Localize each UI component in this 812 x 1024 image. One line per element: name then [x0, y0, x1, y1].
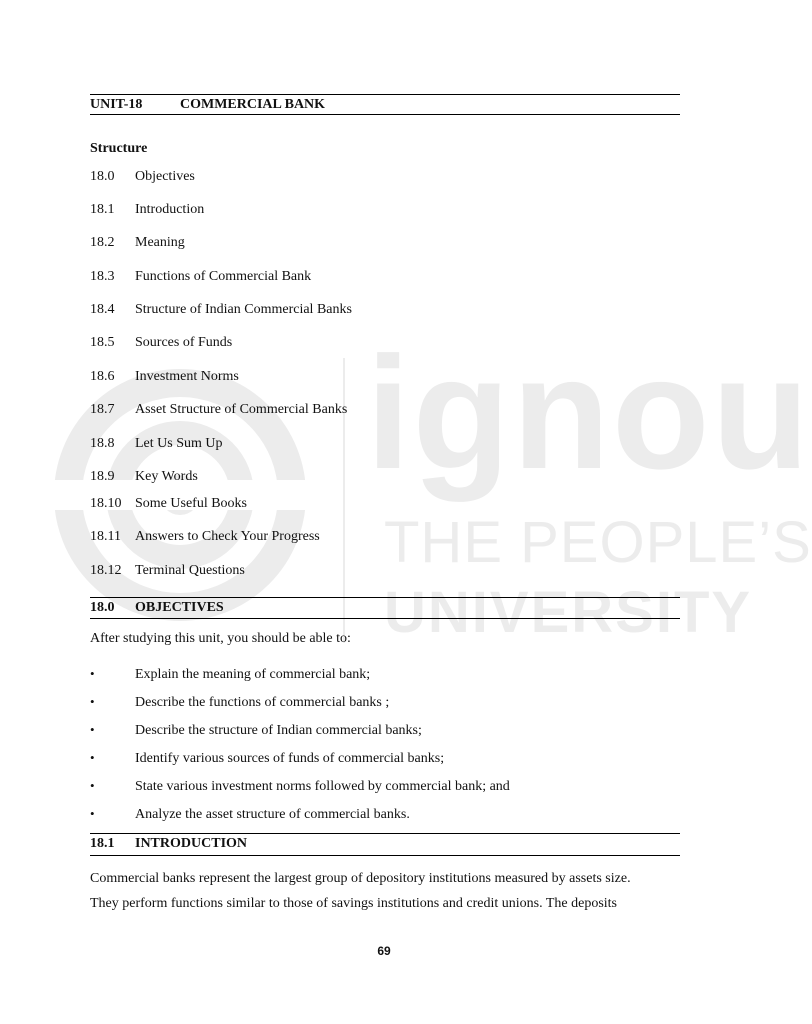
toc-number: 18.0: [90, 169, 115, 184]
section-title: OBJECTIVES: [135, 600, 224, 615]
toc-number: 18.10: [90, 496, 122, 511]
watermark-tagline: THE PEOPLE’S: [384, 510, 812, 575]
toc-item: [90, 401, 347, 419]
toc-item: [90, 528, 320, 546]
toc-number: 18.9: [90, 469, 115, 484]
watermark-word: ignou: [366, 323, 812, 502]
toc-number: 18.2: [90, 235, 115, 250]
toc-label: Terminal Questions: [135, 563, 245, 578]
toc-label: Investment Norms: [135, 369, 239, 384]
objective-item: [90, 749, 444, 768]
toc-item: [90, 234, 185, 252]
unit-title: COMMERCIAL BANK: [180, 97, 326, 112]
toc-number: 18.7: [90, 402, 115, 417]
toc-number: 18.8: [90, 436, 115, 451]
toc-item: [90, 368, 239, 386]
objective-text: Describe the functions of commercial banks ;: [135, 695, 390, 710]
page-number: 69: [377, 944, 391, 958]
objective-item: [90, 721, 422, 740]
bullet-icon: •: [90, 694, 95, 709]
toc-label: Sources of Funds: [135, 335, 233, 350]
toc-item: [90, 168, 195, 186]
introduction-line: They perform functions similar to those of savings institutions and credit unions. The deposits: [90, 896, 618, 911]
toc-label: Let Us Sum Up: [135, 436, 223, 451]
toc-item: [90, 468, 198, 486]
objective-text: Identify various sources of funds of commercial banks;: [135, 751, 445, 766]
objective-text: State various investment norms followed by commercial bank; and: [135, 779, 510, 794]
toc-label: Asset Structure of Commercial Banks: [135, 402, 348, 417]
bullet-icon: •: [90, 750, 95, 765]
objective-text: Analyze the asset structure of commercial banks.: [135, 807, 410, 822]
objectives-heading: [90, 597, 680, 619]
objective-item: [90, 777, 510, 796]
section-number: 18.0: [90, 600, 115, 615]
objective-text: Describe the structure of Indian commercial banks;: [135, 723, 422, 738]
toc-number: 18.6: [90, 369, 115, 384]
bullet-icon: •: [90, 722, 95, 737]
introduction-line: Commercial banks represent the largest group of depository institutions measured by assets size.: [90, 871, 631, 886]
bullet-icon: •: [90, 666, 95, 681]
toc-number: 18.3: [90, 269, 115, 284]
toc-item: [90, 495, 247, 513]
objective-item: [90, 805, 410, 824]
toc-label: Answers to Check Your Progress: [135, 529, 320, 544]
structure-heading: Structure: [90, 141, 148, 156]
toc-label: Structure of Indian Commercial Banks: [135, 302, 352, 317]
toc-item: [90, 301, 352, 319]
section-number: 18.1: [90, 836, 115, 851]
toc-number: 18.11: [90, 529, 121, 544]
toc-number: 18.12: [90, 563, 122, 578]
watermark-tagline-2: UNIVERSITY: [384, 580, 753, 645]
toc-number: 18.1: [90, 202, 115, 217]
unit-header: [90, 94, 680, 115]
objective-item: [90, 693, 389, 712]
toc-label: Key Words: [135, 469, 198, 484]
toc-number: 18.4: [90, 302, 115, 317]
objective-text: Explain the meaning of commercial bank;: [135, 667, 371, 682]
section-title: INTRODUCTION: [135, 836, 248, 851]
toc-label: Some Useful Books: [135, 496, 247, 511]
bullet-icon: •: [90, 778, 95, 793]
toc-item: [90, 268, 311, 286]
toc-label: Introduction: [135, 202, 205, 217]
bullet-icon: •: [90, 806, 95, 821]
objectives-intro: After studying this unit, you should be able to:: [90, 631, 351, 646]
toc-label: Functions of Commercial Bank: [135, 269, 312, 284]
toc-label: Objectives: [135, 169, 195, 184]
introduction-heading: [90, 833, 680, 856]
toc-item: [90, 201, 204, 219]
unit-number: UNIT-18: [90, 97, 143, 112]
toc-item: [90, 334, 232, 352]
toc-item: [90, 562, 245, 580]
toc-label: Meaning: [135, 235, 185, 250]
toc-item: [90, 435, 223, 453]
toc-number: 18.5: [90, 335, 115, 350]
objective-item: [90, 665, 370, 684]
